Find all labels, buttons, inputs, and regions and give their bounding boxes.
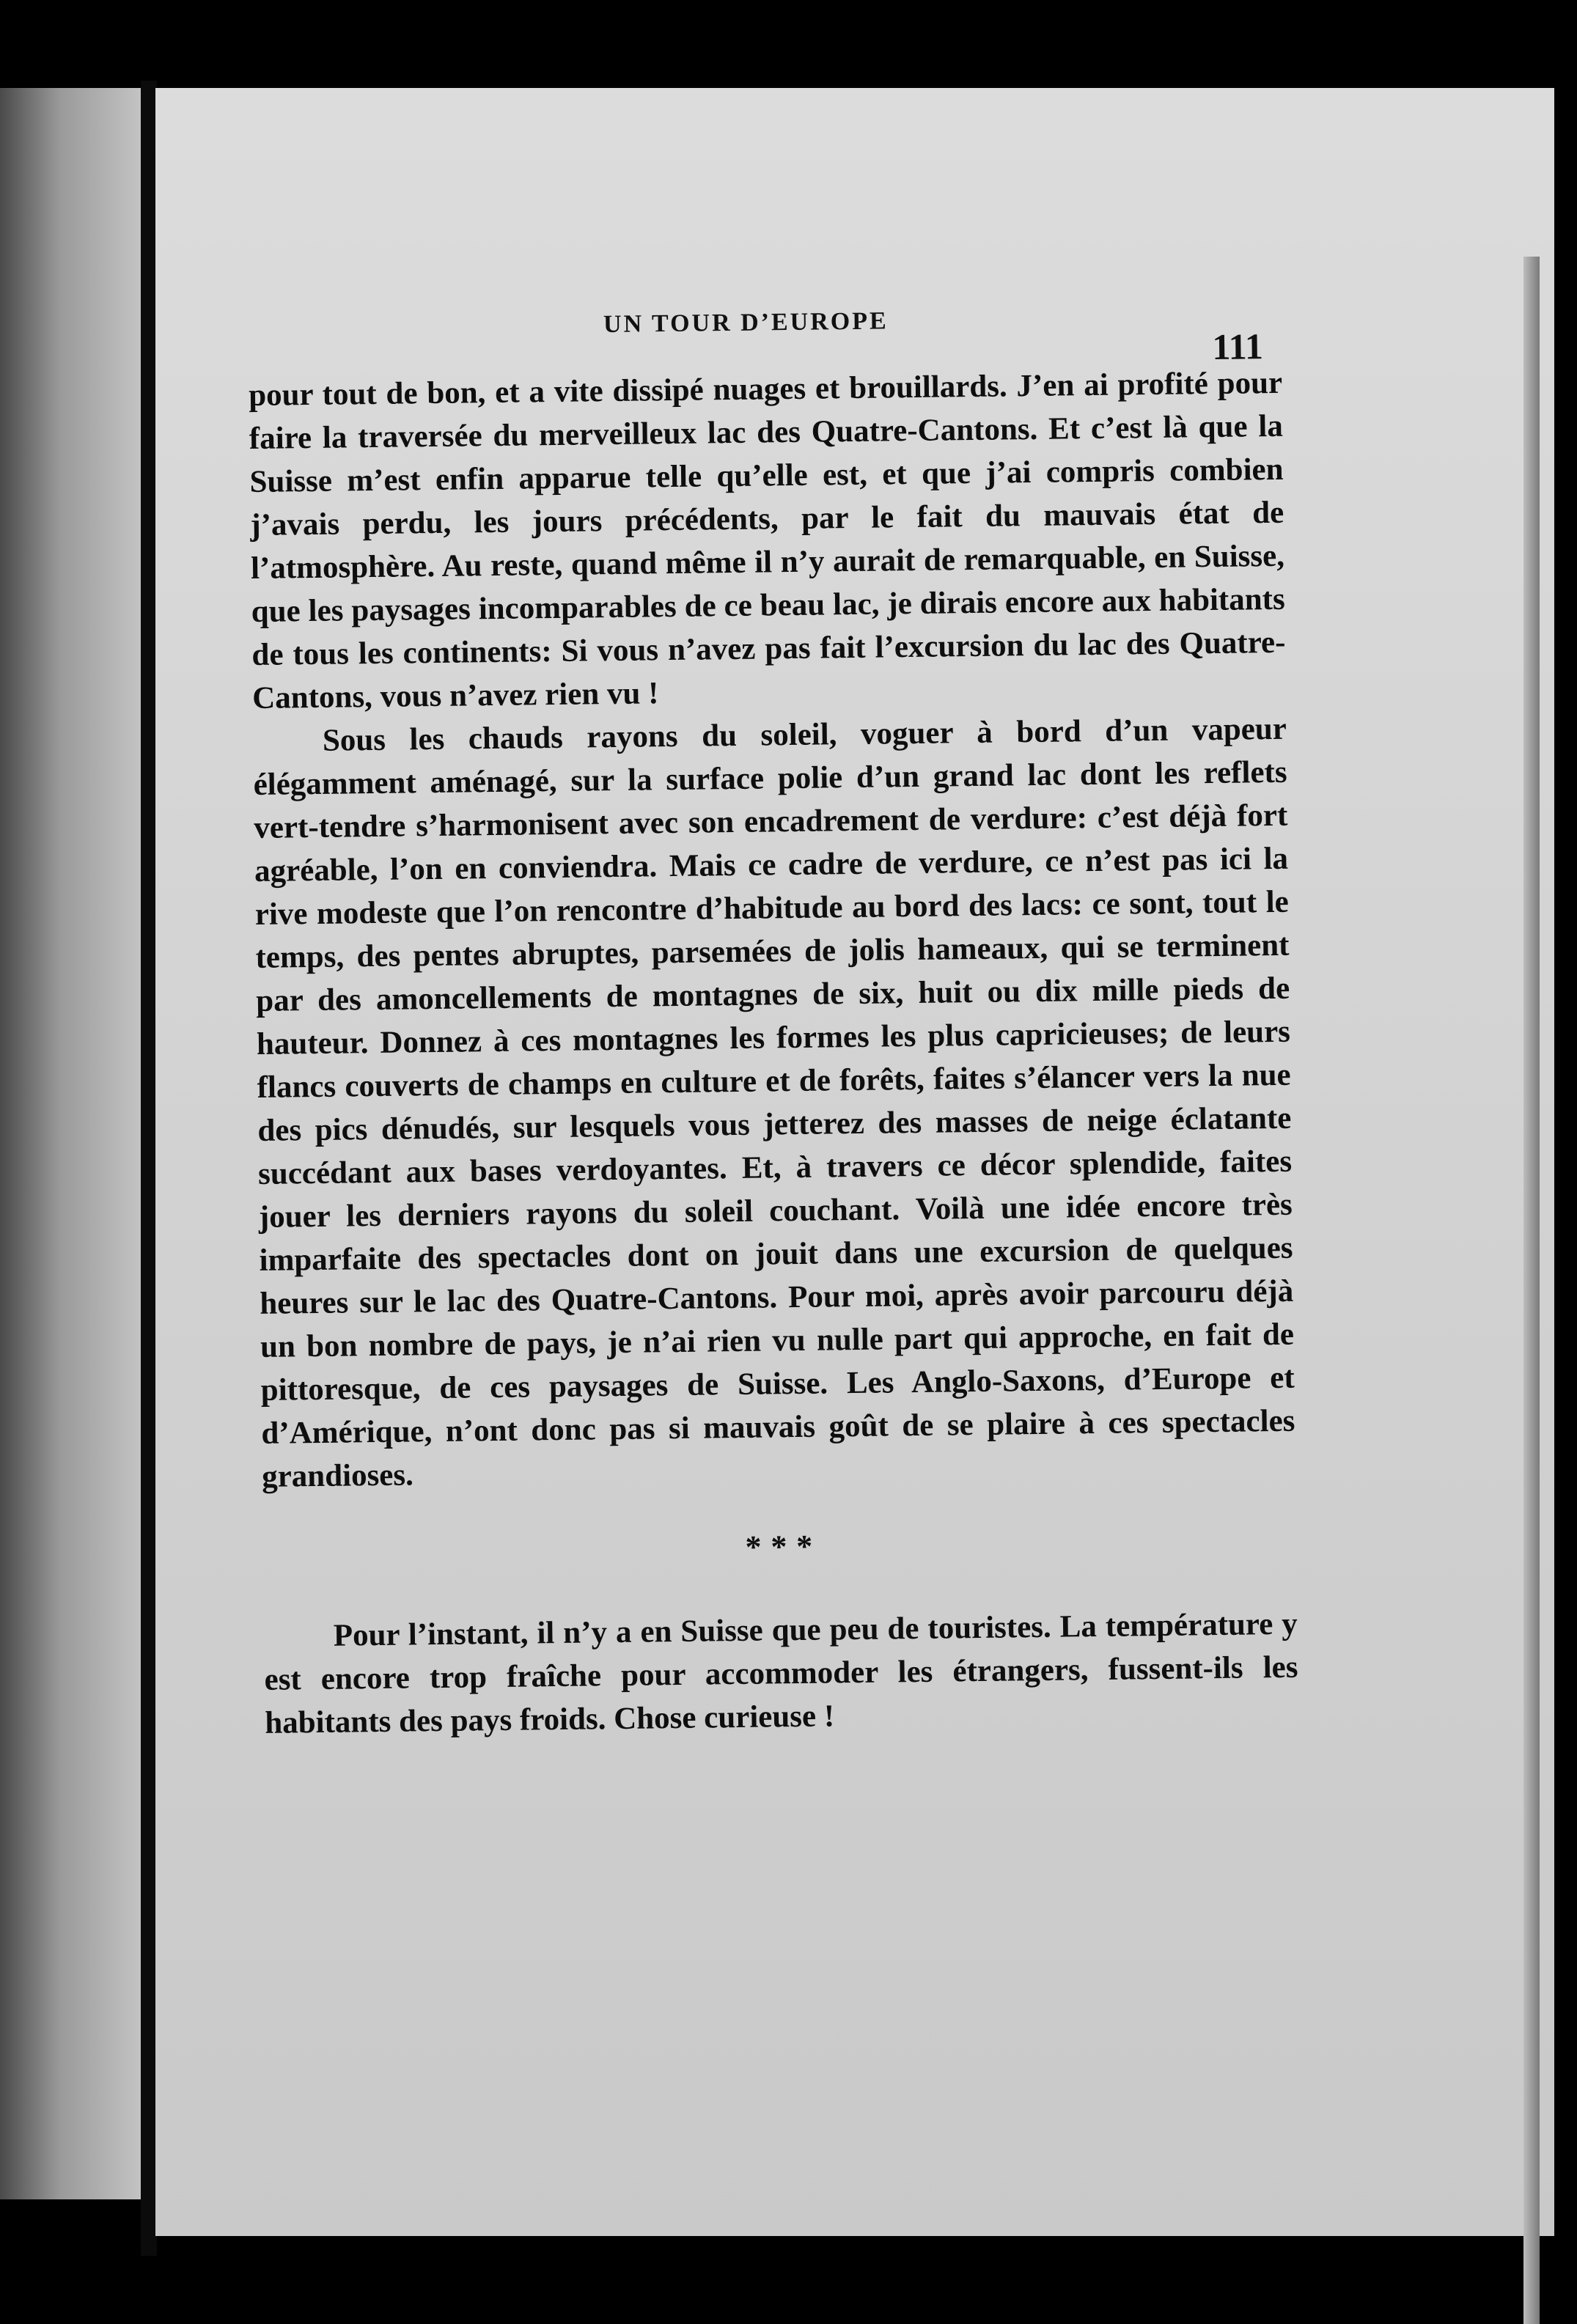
page-number: 111 bbox=[1212, 326, 1264, 367]
section-break-asterism: * * * bbox=[745, 1528, 815, 1565]
paragraph-2: Sous les chauds rayons du soleil, voguer à bord d’un vapeur élégamment aménagé, sur la surface polie d’un grand lac dont les reflets vert-tendre s’harmonisent avec son encadrement de verdure: c’est déjà fort agréable, l’on en conviendra. Mais ce cadre de verdure, ce n’est pas ici la rive modeste que l’on rencontre d’habitude au bord des lacs: ce sont, tout le temps, des pentes abruptes, parsemées de jolis hameaux, qui se terminent par des amoncellements de montagnes de six, huit ou dix mille pieds de hauteur. Donnez à ces montagnes les formes les plus capricieuses; de leurs flancs couverts de champs en culture et de forêts, faites s’élancer vers la nue des pics dénudés, sur lesquels vous jetterez des masses de neige éclatante succédant aux bases verdoyantes. Et, à travers ce décor splendide, faites jouer les derniers rayons du soleil couchant. Voilà une idée encore très imparfaite des spectacles dont on jouit dans une excursion de quelques heures sur le lac des Quatre-Cantons. Pour moi, après avoir parcouru déjà un bon nombre de pays, je n’ai rien vu nulle part qui approche, en fait de pittoresque, de ces paysages de Suisse. Les Anglo-Saxons, d’Europe et d’Amérique, n’ont donc pas si mauvais goût de se plaire à ces spectacles grandioses. bbox=[253, 711, 1295, 1494]
page-body bbox=[249, 361, 1299, 1745]
facing-page-edge bbox=[0, 88, 150, 2199]
paragraph-3: Pour l’instant, il n’y a en Suisse que peu de touristes. La température y est encore trop fraîche pour accommoder les étrangers, fussent-ils les habitants des pays froids. Chose curieuse ! bbox=[264, 1606, 1298, 1740]
running-head: UN TOUR D’EUROPE bbox=[603, 307, 889, 339]
book-page bbox=[155, 88, 1554, 2236]
paragraph-1: pour tout de bon, et a vite dissipé nuages et brouillards. J’en ai profité pour faire la traversée du merveilleux lac des Quatre-Cantons. Et c’est là que la Suisse m’est enfin apparue telle qu’elle est, et que j’ai compris combien j’avais perdu, les jours précédents, par le fait du mauvais état de l’atmosphère. Au reste, quand même il n’y aurait de remarquable, en Suisse, que les paysages incomparables de ce beau lac, je dirais encore aux habitants de tous les continents: Si vous n’avez pas fait l’excursion du lac des Quatre-Cantons, vous n’avez rien vu ! bbox=[248, 365, 1286, 716]
